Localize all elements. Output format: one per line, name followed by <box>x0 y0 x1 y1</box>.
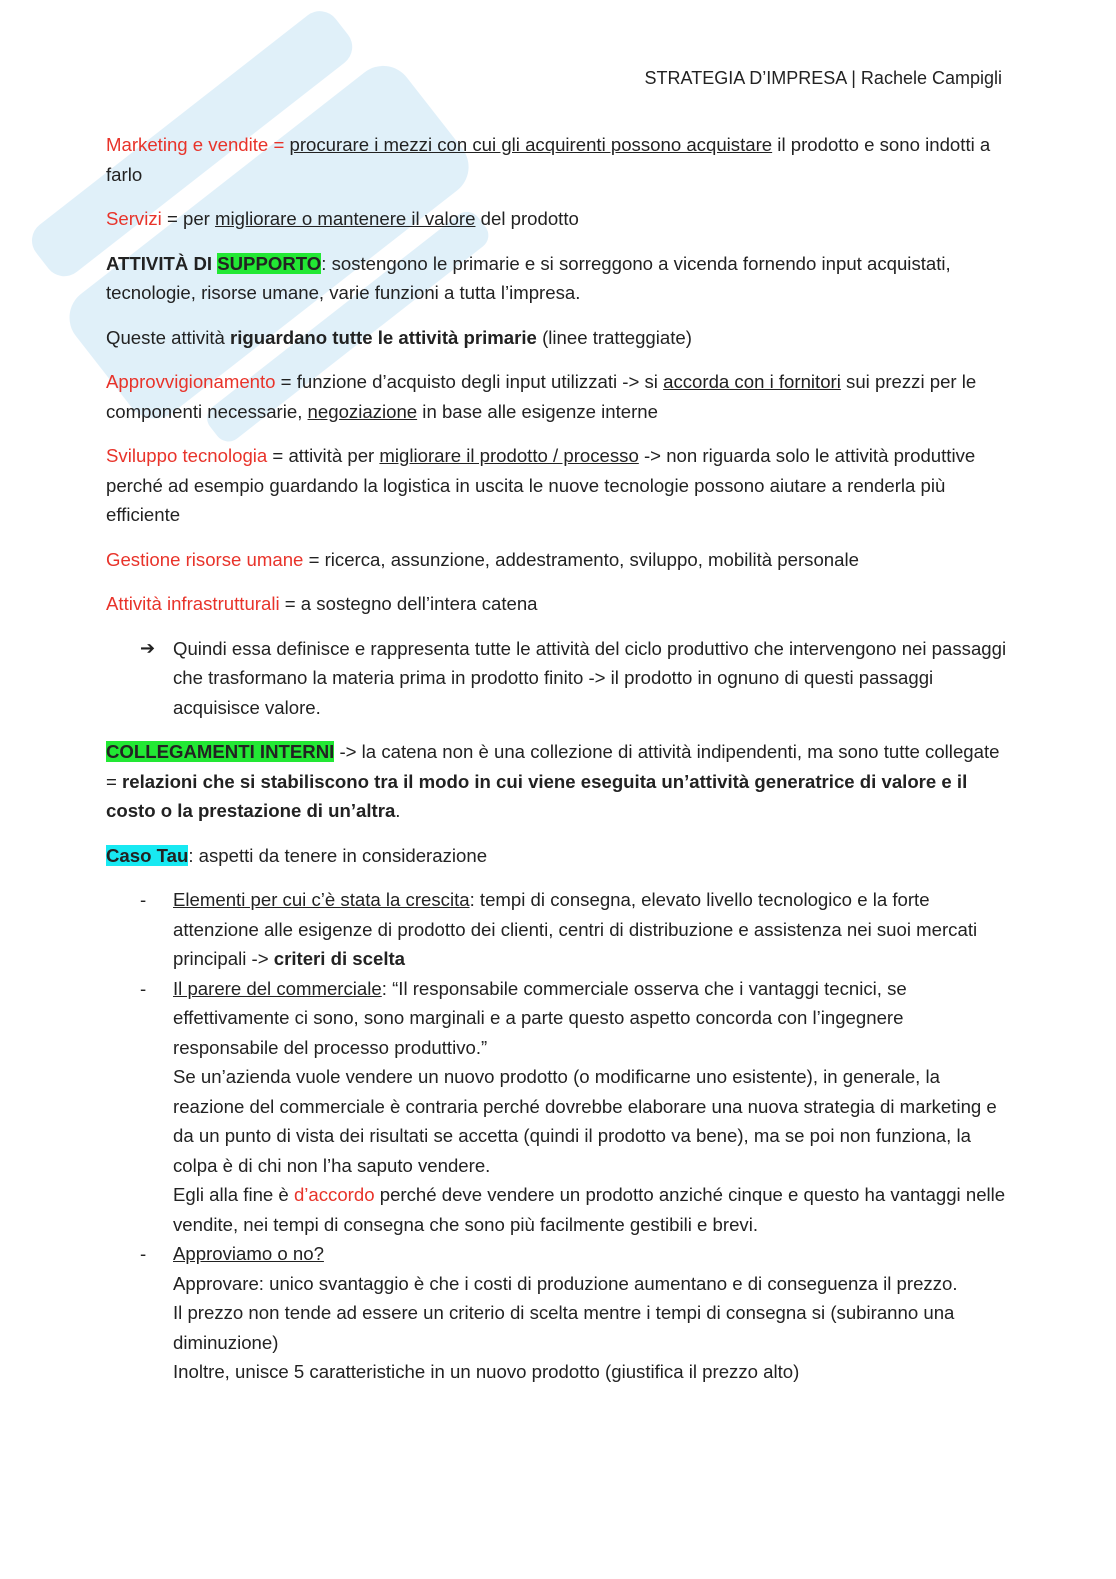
highlight-collegamenti: COLLEGAMENTI INTERNI <box>106 741 335 762</box>
term-servizi: Servizi <box>106 208 162 229</box>
highlight-caso-tau: Caso Tau <box>106 844 189 866</box>
paragraph-gestione: Gestione risorse umane = ricerca, assunzione, addestramento, sviluppo, mobilità personale <box>106 548 859 570</box>
paragraph-marketing: Marketing e vendite = procurare i mezzi con cui gli acquirenti possono acquistare il prodotto e sono indotti a farlo <box>106 134 991 185</box>
paragraph-sviluppo: Sviluppo tecnologia = attività per migliorare il prodotto / processo -> non riguarda solo le attività produttive perché ad esempio guardando la logistica in uscita le nuove tecnologie possono aiutare a renderla più efficiente <box>106 445 976 525</box>
term-sviluppo: Sviluppo tecnologia <box>106 445 268 466</box>
paragraph-caso-tau: Caso Tau: aspetti da tenere in considerazione <box>106 844 488 866</box>
list-item: - Elementi per cui c’è stata la crescita: tempi di consegna, elevato livello tecnologico e la forte attenzione alle esigenze di prodotto dei clienti, centri di distribuzione e assistenza nei suoi mercati principali -> criteri di scelta <box>106 885 1011 974</box>
paragraph-approvvigionamento: Approvvigionamento = funzione d’acquisto degli input utilizzati -> si accorda con i fornitori sui prezzi per le componenti necessarie, negoziazione in base alle esigenze interne <box>106 371 977 422</box>
term-infrastrutturali: Attività infrastrutturali <box>106 593 280 614</box>
paragraph-infrastrutturali: Attività infrastrutturali = a sostegno dell’intera catena <box>106 593 538 614</box>
arrow-bullet-quindi: ➔ Quindi essa definisce e rappresenta tutte le attività del ciclo produttivo che intervengono nei passaggi che trasformano la materia prima in prodotto finito -> il prodotto in ognuno di questi passaggi acquisisce valore. <box>106 634 1011 723</box>
document-body <box>106 130 1011 1387</box>
dash-bullet: - <box>140 889 147 910</box>
term-approvvigionamento: Approvvigionamento <box>106 371 276 392</box>
highlight-supporto: SUPPORTO <box>217 252 322 274</box>
caso-tau-list <box>106 885 1011 1387</box>
paragraph-supporto: ATTIVITÀ DI SUPPORTO: sostengono le primarie e si sorreggono a vicenda fornendo input acquistati, tecnologie, risorse umane, varie funzioni a tutta l’impresa. <box>106 252 951 303</box>
dash-bullet: - <box>140 1243 147 1264</box>
term-marketing: Marketing e vendite <box>106 134 269 155</box>
page-header: STRATEGIA D’IMPRESA | Rachele Campigli <box>644 68 1002 88</box>
arrow-right-icon: ➔ <box>140 637 156 658</box>
paragraph-collegamenti: COLLEGAMENTI INTERNI -> la catena non è una collezione di attività indipendenti, ma sono tutte collegate = relazioni che si stabiliscono tra il modo in cui viene eseguita un’attività generatrice di valore e il costo o la prestazione di un’altra. <box>106 741 1000 821</box>
paragraph-queste: Queste attività riguardano tutte le attività primarie (linee tratteggiate) <box>106 326 692 348</box>
dash-bullet: - <box>140 977 147 999</box>
paragraph-servizi: Servizi = per migliorare o mantenere il valore del prodotto <box>106 208 579 229</box>
list-item: - Il parere del commerciale: “Il responsabile commerciale osserva che i vantaggi tecnici, se effettivamente ci sono, sono marginali e a parte questo aspetto concorda con l’ingegnere responsabile del processo produttivo.” Se un’azienda vuole vendere un nuovo prodotto (o modificarne uno esistente), in generale, la reazione del commerciale è contraria perché dovrebbe elaborare una nuova strategia di marketing e da un punto di vista dei risultati se accetta (quindi il prodotto va bene), ma se poi non funziona, la colpa è di chi non l’ha saputo vendere. Egli alla fine è d’accordo perché deve vendere un prodotto anziché cinque e questo ha vantaggi nelle vendite, nei tempi di consegna che sono più facilmente gestibili e brevi. <box>106 974 1011 1240</box>
term-gestione: Gestione risorse umane <box>106 548 304 570</box>
list-item: - Approviamo o no? Approvare: unico svantaggio è che i costi di produzione aumentano e di conseguenza il prezzo. Il prezzo non tende ad essere un criterio di scelta mentre i tempi di consegna si (subiranno una diminuzione) Inoltre, unisce 5 caratteristiche in un nuovo prodotto (giustifica il prezzo alto) <box>106 1239 1011 1387</box>
